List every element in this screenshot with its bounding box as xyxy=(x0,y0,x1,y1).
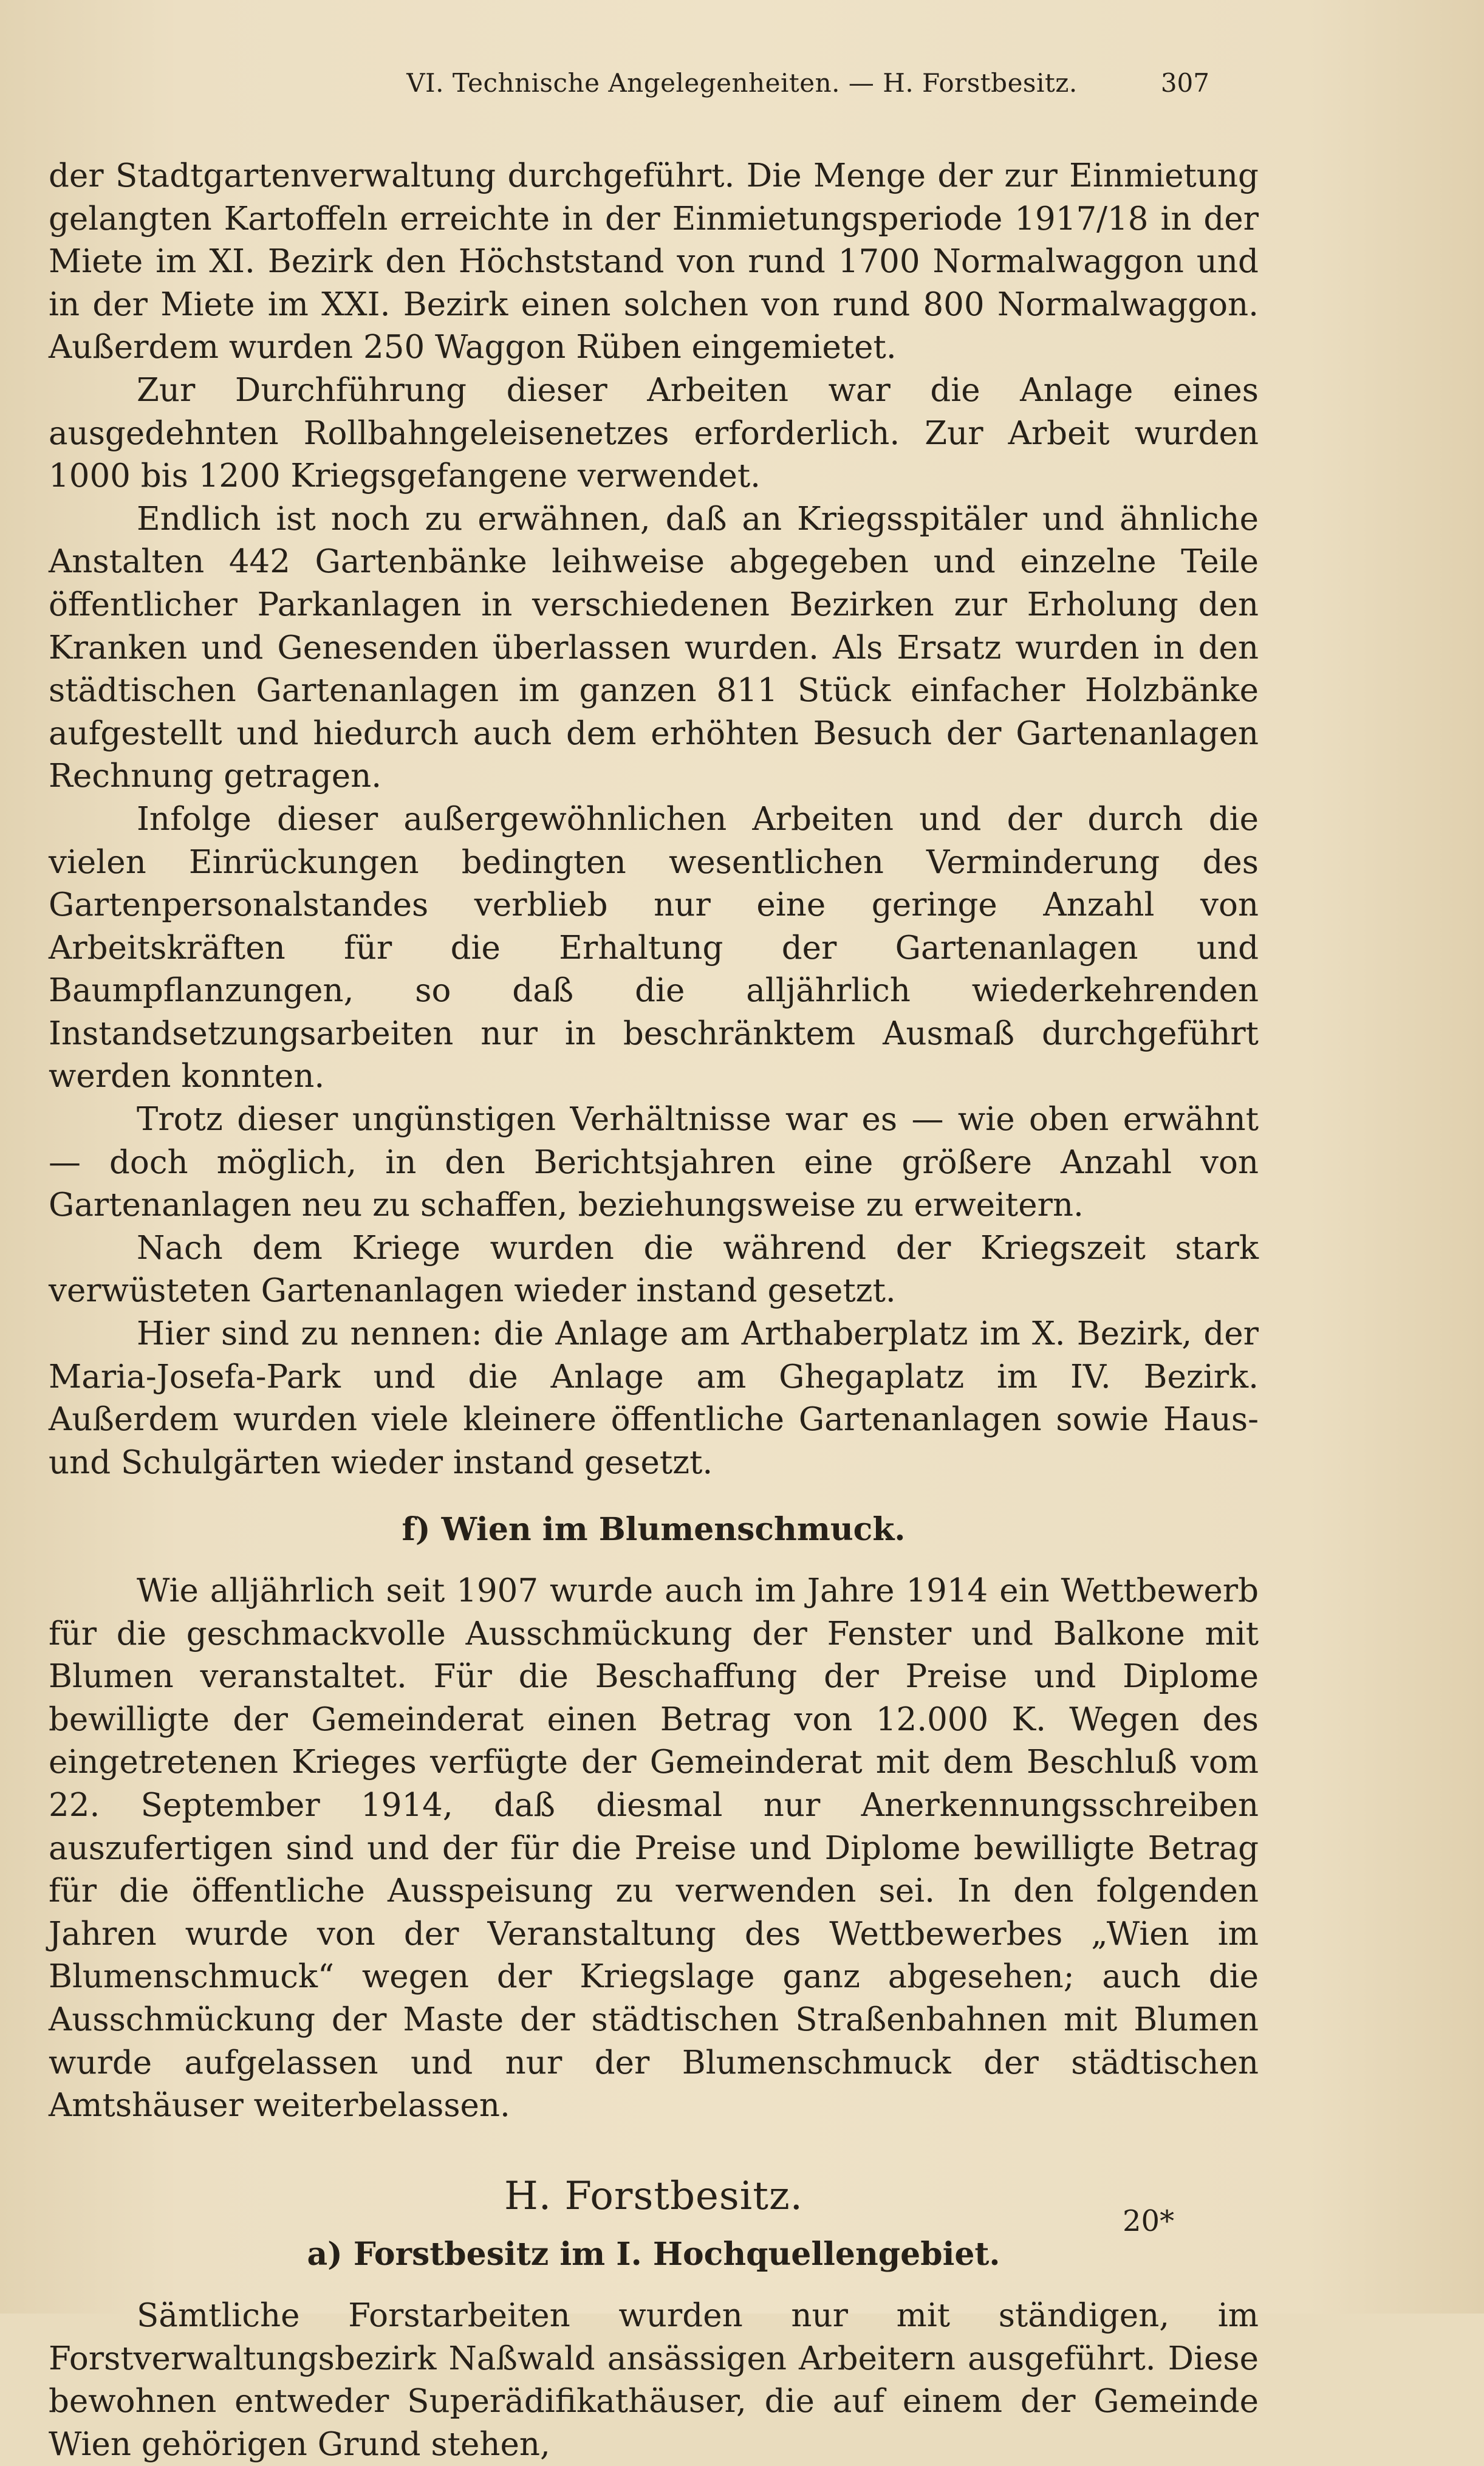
subsection-heading: a) Forstbesitz im I. Hochquellengebiet. xyxy=(307,2236,1000,2273)
paragraph: Infolge dieser außergewöhnlichen Arbeiten und der durch die vielen Einrückungen bedingten wesentlichen Verminderung des Gartenpersonalstandes verblieb nur eine geringe Anzahl von Arbeitskräften für die Erhaltung der Gartenanlagen und Baumpflanzungen, so daß die alljährlich wiederkehrenden Instandsetzungsarbeiten nur in beschränktem Ausmaß durchgeführt werden konnten. xyxy=(49,800,1259,1095)
paragraph: Wie alljährlich seit 1907 wurde auch im Jahre 1914 ein Wettbewerb für die geschmackvolle Ausschmückung der Fenster und Balkone mit Blumen veranstaltet. Für die Beschaffung der Preise und Diplome bewilligte der Gemeinderat einen Betrag von 12.000 K. Wegen des eingetretenen Krieges verfügte der Gemeinderat mit dem Beschluß vom 22. September 1914, daß diesmal nur Anerkennungsschreiben auszufertigen sind und der für die Preise und Diplome bewilligte Betrag für die öffentliche Ausspeisung zu verwenden sei. In den folgenden Jahren wurde von der Veranstaltung des Wettbewerbes „Wien im Blumenschmuck“ wegen der Kriegslage ganz abgesehen; auch die Ausschmückung der Maste der städtischen Straßenbahnen mit Blumen wurde aufgelassen und nur der Blumenschmuck der städtischen Amtshäuser weiterbelassen. xyxy=(49,1572,1259,2125)
paragraph: Zur Durchführung dieser Arbeiten war die Anlage eines ausgedehnten Rollbahngeleisenetzes erforderlich. Zur Arbeit wurden 1000 bis 1200 Kriegsgefangene verwendet. xyxy=(49,371,1259,495)
paragraph: Hier sind zu nennen: die Anlage am Arthaberplatz im X. Bezirk, der Maria-Josefa-Park und die Anlage am Ghegaplatz im IV. Bezirk. Außerdem wurden viele kleinere öffentliche Gartenanlagen sowie Haus- und Schulgärten wieder instand gesetzt. xyxy=(49,1315,1259,1481)
running-header xyxy=(49,68,1435,104)
paragraph: Trotz dieser ungünstigen Verhältnisse war es — wie oben erwähnt — doch möglich, in den Berichtsjahren eine größere Anzahl von Gartenanlagen neu zu schaffen, beziehungsweise zu erweitern. xyxy=(49,1101,1259,1224)
body-text xyxy=(49,155,1259,2466)
page-number: 307 xyxy=(1160,68,1209,98)
subheading-blumenschmuck: f) Wien im Blumenschmuck. xyxy=(402,1511,906,1549)
paragraph: Nach dem Kriege wurden die während der Kriegszeit stark verwüsteten Gartenanlagen wieder instand gesetzt. xyxy=(49,1229,1259,1310)
running-title: VI. Technische Angelegenheiten. — H. Forstbesitz. xyxy=(406,68,1078,98)
paragraph: der Stadtgartenverwaltung durchgeführt. Die Menge der zur Einmietung gelangten Kartoffeln erreichte in der Einmietungsperiode 1917/18 in der Miete im XI. Bezirk den Höchststand von rund 1700 Normalwaggon und in der Miete im XXI. Bezirk einen solchen von rund 800 Normalwaggon. Außerdem wurden 250 Waggon Rüben eingemietet. xyxy=(49,157,1259,366)
paragraph: Sämtliche Forstarbeiten wurden nur mit ständigen, im Forstverwaltungsbezirk Naßwald ansässigen Arbeitern ausgeführt. Diese bewohnen entweder Superädifikathäuser, die auf einem der Gemeinde Wien gehörigen Grund stehen, xyxy=(49,2296,1259,2463)
signature-mark: 20* xyxy=(1123,2204,1175,2238)
paragraph: Endlich ist noch zu erwähnen, daß an Kriegsspitäler und ähnliche Anstalten 442 Gartenbänke leihweise abgegeben und einzelne Teile öffentlicher Parkanlagen in verschiedenen Bezirken zur Erholung den Kranken und Genesenden überlassen wurden. Als Ersatz wurden in den städtischen Gartenanlagen im ganzen 811 Stück einfacher Holzbänke aufgestellt und hiedurch auch dem erhöhten Besuch der Gartenanlagen Rechnung getragen. xyxy=(49,500,1259,795)
section-heading: H. Forstbesitz. xyxy=(504,2173,804,2219)
